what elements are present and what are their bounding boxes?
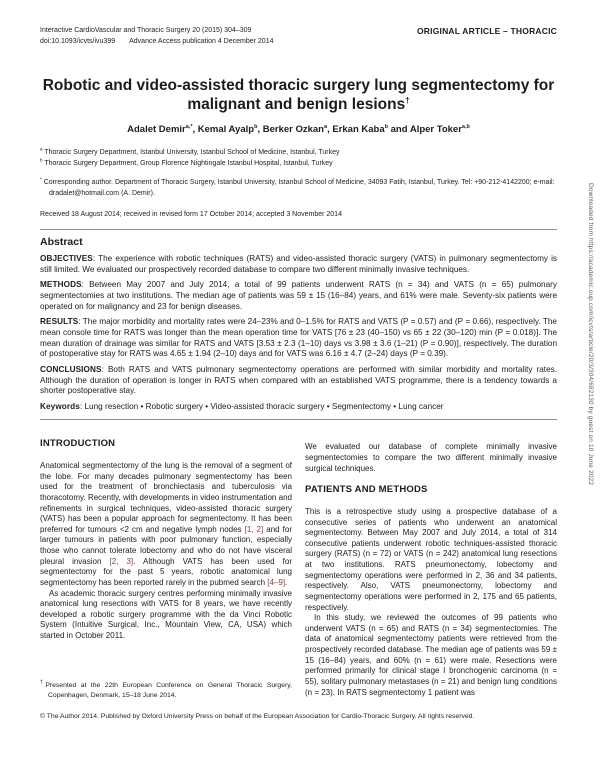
affiliation-marker: a [40, 147, 43, 153]
presented-footnote [40, 681, 292, 701]
author-name: Alper Toker [409, 124, 462, 136]
section-text: : Both RATS and VATS pulmonary segmentectomy operations are performed with similar morbidity and mortality rates. Although the duration of operation is longer in RATS when compared with an established VATS programme, there is a tendency towards a shorter postoperative stay. [40, 364, 557, 396]
section-label: CONCLUSIONS [40, 364, 102, 374]
author-separator: , [327, 124, 333, 136]
section-text: : The major morbidity and mortality rates were 24–23% and 0–1.5% for RATS and VATS (P = 0.57) and (P = 0.66), respectively. The mean console time for RATS was longer than the mean operation time for VATS [76 ± 23 (40–150) vs 65 ± 22 (30–120) min (P = 0.018)]. The mean duration of drainage was similar for RATS and VATS [3.53 ± 2.3 (1–10) days vs 3.98 ± 3.6 (1–21) (P = 0.90)], respectively. The duration of postoperative stay for RATS was 4.65 ± 1.94 (2–10) days and for VATS was 6.16 ± 4.7 (2–24) days (P = 0.39). [40, 317, 557, 359]
methods-paragraph: In this study, we reviewed the outcomes of 99 patients who underwent VATS (n = 65) and RATS (n = 34) segmentectomies. The data of anatomical segmentectomy patients were retrieved from the prospectively recorded database. The median age of patients was 59 ± 15 (16–84) years, and 60% (n = 61) were male. Resections were performed primarily for clinical stage I bronchogenic carcinoma (n = 55), solitary pulmonary metastases (n = 21) and benign lung conditions (n = 23). In RATS segmentectomy 1 patient was [305, 613, 557, 697]
footnote-text: Presented at the 22th European Conference on General Thoracic Surgery, Copenhagen, Denmark, 15–18 June 2014. [45, 682, 292, 700]
footnote-dagger-mark: † [40, 679, 46, 686]
abstract-paragraph-results [40, 317, 557, 360]
journal-info [40, 26, 273, 48]
paragraph-text: . [285, 577, 288, 587]
author-name: Berker Ozkan [262, 124, 324, 136]
author-affiliation-marker: a,* [185, 124, 193, 131]
doi-line [40, 37, 273, 48]
author-name: Adalet Demir [127, 124, 186, 136]
section-heading-patients-methods: PATIENTS AND METHODS [305, 484, 428, 496]
section-text: : The experience with robotic techniques (RATS) and video-assisted thoracic surgery (VATS) in pulmonary segmentectomy is still limited. We evaluated our prospectively recorded database to compare two different minimally invasive techniques. [40, 253, 557, 274]
right-column [305, 429, 557, 701]
section-text: : Between May 2007 and July 2014, a total of 99 patients underwent RATS (n = 34) and VATS (n = 65) pulmonary segmentectomies at two institutions. The median age of patients was 59 ± 15 (16–84) years, and 61% were male. Seventy-six patients were operated on for malignancy and 23 for benign diseases. [40, 280, 557, 311]
abstract-section [40, 229, 557, 421]
citation-link[interactable]: [1, 2] [244, 524, 264, 534]
affiliations-block [40, 148, 557, 169]
paper-title [40, 76, 557, 115]
paper-title-text: Robotic and video-assisted thoracic surgery lung segmentectomy for malignant and benign lesions [42, 76, 555, 114]
corresponding-author-note [40, 178, 557, 199]
copyright-footer: © The Author 2014. Published by Oxford University Press on behalf of the European Association for Cardio-Thoracic Surgery. All rights reserved. [40, 713, 475, 721]
section-label: RESULTS [40, 317, 79, 327]
abstract-paragraph-conclusions [40, 365, 557, 397]
page-header [40, 26, 557, 48]
affiliation-text: Thoracic Surgery Department, Group Florence Nightingale Istanbul Hospital, Istanbul, Turkey [44, 159, 333, 167]
journal-citation: Interactive CardioVascular and Thoracic Surgery 20 (2015) 304–309 [40, 27, 252, 34]
author-affiliation-marker: b [384, 124, 388, 131]
correspondence-text: Corresponding author. Department of Thoracic Surgery, Istanbul University, Istanbul School of Medicine, 34093 Fatih, Istanbul, Turkey. Tel: +90-212-4142200; e-mail: dradalet@hotmail.com (A. Demir). [41, 179, 555, 197]
methods-paragraph: This is a retrospective study using a prospective database of a consecutive series of patients who underwent an anatomical segmentectomy. Between May 2007 and July 2014, a total of 314 consecutive patients underwent robotic techniques-assisted thoracic surgery (RATS) (n = 72) or VATS (n = 242) anatomical lung resections at two institutions. RATS pneumonectomy, lobectomy and segmentectomy operations were performed in 2, 36 and 34 patients, respectively. Also, VATS pneumonectomy, lobectomy and segmentectomy operations were performed in 2, 175 and 65 patients, respectively. [305, 506, 557, 612]
correspondence-marker: * [40, 177, 42, 183]
keywords-label: Keywords [40, 401, 80, 411]
affiliation [40, 148, 557, 159]
affiliation-text: Thoracic Surgery Department, Istanbul University, Istanbul School of Medicine, Istanbul, Turkey [44, 149, 340, 157]
abstract-heading: Abstract [40, 235, 83, 248]
citation-link[interactable]: [2, 3] [109, 556, 134, 566]
paragraph-text: . Although VATS has been used for segmentectomy for the past 5 years, robotic anatomical lung segmentectomy has been reported rarely in the pubmed search [40, 556, 292, 587]
doi: doi:10.1093/icvts/ivu399 [40, 37, 116, 45]
keywords-line [40, 402, 557, 413]
keywords-text: : Lung resection • Robotic surgery • Video-assisted thoracic surgery • Segmentectomy • Lung cancer [79, 401, 444, 411]
author-separator: , [192, 124, 198, 136]
affiliation [40, 159, 557, 170]
body-columns [40, 429, 557, 701]
abstract-paragraph-objectives [40, 254, 557, 275]
author-affiliation-marker: a [324, 124, 328, 131]
paragraph-text: and for larger tumours in patients with poor pulmonary function, especially those who cannot tolerate lobectomy and who do not have visceral pleural invasion [40, 524, 292, 566]
author-affiliation-marker: b [254, 124, 258, 131]
left-column [40, 429, 292, 701]
introduction-paragraph [40, 461, 292, 589]
author-separator: , [257, 124, 263, 136]
author-affiliation-marker: a,b [461, 124, 470, 131]
article-type-label: ORIGINAL ARTICLE – THORACIC [417, 26, 557, 36]
citation-link[interactable]: [4–9] [267, 577, 286, 587]
section-label: METHODS [40, 280, 82, 290]
author-name: Kemal Ayalp [197, 124, 255, 136]
download-watermark: Downloaded from https://academic.oup.com/icvts/article/20/3/304/682130 by guest on 10 June 2022 [587, 183, 594, 486]
author-separator: and [388, 124, 410, 136]
section-label: OBJECTIVES [40, 253, 93, 263]
section-heading-introduction: INTRODUCTION [40, 438, 116, 450]
paragraph-text: Anatomical segmentectomy of the lung is the removal of a segment of the lobe. For many decades pulmonary segmentectomy has been used for the treatment of bronchiectasis and tuberculosis via thoracotomy. Recently, with developments in video instrumentation and refinements in surgical techniques, video-assisted thoracic surgery (VATS) has been a popular approach for segmentectomy. It has been preferred for tumours <2 cm and negative lymph nodes [40, 461, 292, 534]
introduction-paragraph: As academic thoracic surgery centres performing minimally invasive anatomical lung resections with VATS for 8 years, we have recently developed a robotic surgery programme with the da Vinci Robotic System (Intuitive Surgical, Inc., Mountain View, CA, USA) which started in October 2011. [40, 588, 292, 641]
title-dagger-mark: † [405, 95, 410, 105]
authors-line [40, 124, 557, 135]
abstract-paragraph-methods [40, 280, 557, 312]
body-paragraph: We evaluated our database of complete minimally invasive segmentectomies to compare the two different minimally invasive surgical techniques. [305, 442, 557, 473]
affiliation-marker: b [40, 157, 43, 163]
received-dates: Received 18 August 2014; received in revised form 17 October 2014; accepted 3 November 2014 [40, 211, 342, 219]
advance-access-date: Advance Access publication 4 December 2014 [129, 37, 274, 45]
author-name: Erkan Kaba [332, 124, 385, 136]
